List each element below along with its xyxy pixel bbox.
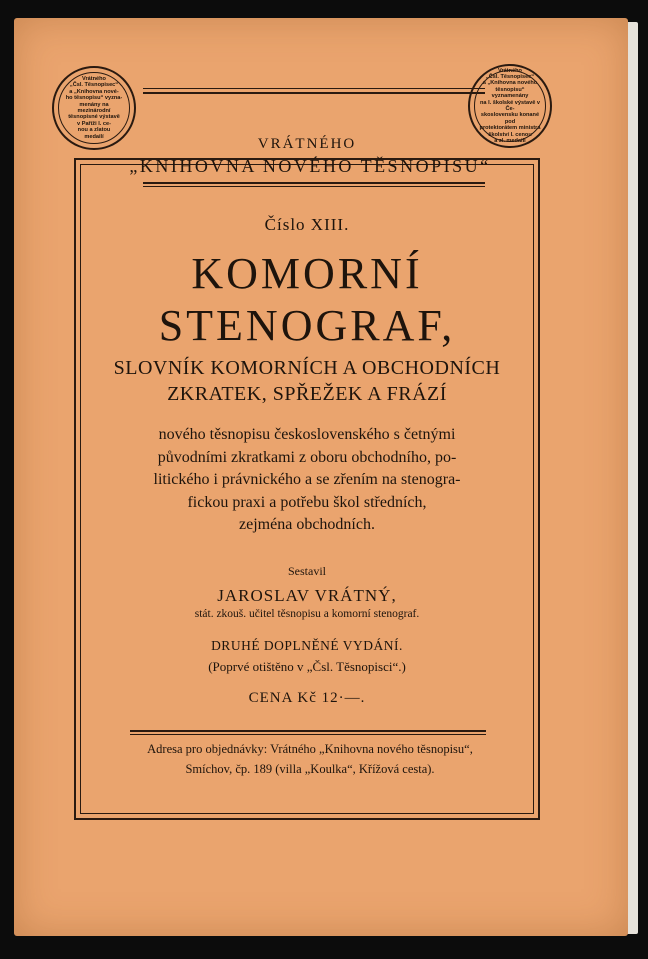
description bbox=[74, 424, 540, 537]
stamp-line: „Čsl. Těsnopisec“ bbox=[69, 82, 119, 89]
stamp-line: menány na mezinárodní bbox=[77, 101, 111, 114]
stamp-line: ho těsnopisu“ vyzna- bbox=[65, 95, 123, 102]
first-print-note: (Poprvé otištěno v „Čsl. Těsnopisci“.) bbox=[208, 659, 406, 674]
order-address-line-1: Adresa pro objednávky: Vrátného „Knihovna nového těsnopisu“, bbox=[147, 742, 473, 756]
stamp-line: protektorátem ministra bbox=[479, 125, 541, 132]
series-rule bbox=[143, 186, 485, 187]
series-author: VRÁTNÉHO bbox=[257, 136, 357, 152]
description-line: litického i právnického a se zřením na stenogra- bbox=[153, 471, 461, 488]
stamp-line: a „Knihovna nové- bbox=[69, 88, 119, 95]
top-rule bbox=[143, 88, 485, 89]
description-line: fickou praxi a potřebu škol středních, bbox=[187, 493, 427, 511]
edition: DRUHÉ DOPLNĚNÉ VYDÁNÍ. bbox=[211, 638, 403, 653]
top-rule-thick bbox=[143, 92, 485, 94]
stamp-line: a zl. medailí bbox=[494, 138, 526, 145]
address-rule bbox=[130, 734, 486, 735]
order-address-line-2: Smíchov, čp. 189 (villa „Koulka“, Křížová cesta). bbox=[185, 762, 435, 776]
book-title-line-1: KOMORNÍ bbox=[191, 249, 423, 298]
stamp-ring bbox=[58, 72, 130, 144]
stamp-line: těsnopisu“ vyznamenány bbox=[491, 86, 529, 100]
description-line: původními zkratkami z oboru obchodního, po- bbox=[157, 448, 457, 466]
address-rule-thick bbox=[130, 730, 486, 732]
book-title-line-2: STENOGRAF, bbox=[158, 301, 456, 350]
stamp-line: Vrátného bbox=[498, 67, 522, 74]
stamp-line: „Čsl. Těsnopisec“ bbox=[485, 73, 535, 80]
subtitle-line-2: ZKRATEK, SPŘEŽEK A FRÁZÍ bbox=[167, 383, 447, 405]
series-rule-thick bbox=[143, 182, 485, 184]
author-info: stát. zkouš. učitel těsnopisu a komorní stenograf. bbox=[194, 608, 420, 620]
stamp-line: školství I. cenou bbox=[488, 131, 532, 138]
stamp-line: na I. školské výstavě v Če- bbox=[479, 99, 541, 112]
series-title: „KNIHOVNA NOVÉHO TĚSNOPISU“ bbox=[129, 156, 491, 176]
stamp-line: medailí bbox=[84, 133, 104, 140]
order-address bbox=[60, 739, 560, 779]
stamp-line: a „Knihovna nového bbox=[482, 80, 538, 87]
description-line: nového těsnopisu československého s četnými bbox=[158, 426, 456, 443]
stamp-line: v Paříži I. ce- bbox=[77, 120, 111, 127]
stamp-line: těsnopisné výstavě bbox=[68, 114, 120, 121]
stamp-line: skoslovensku konané pod bbox=[480, 112, 540, 125]
price: CENA Kč 12·—. bbox=[248, 690, 366, 706]
stamp-line: Vrátného bbox=[82, 75, 106, 82]
subtitle-line-1: SLOVNÍK KOMORNÍCH A OBCHODNÍCH bbox=[113, 357, 501, 379]
description-line: zejména obchodních. bbox=[239, 516, 375, 533]
stamp-line: nou a zlatou bbox=[77, 127, 111, 134]
issue-number: Číslo XIII. bbox=[264, 215, 350, 234]
stamp-ring bbox=[474, 67, 546, 145]
author-name: JAROSLAV VRÁTNÝ, bbox=[217, 586, 397, 605]
compiled-by-label: Sestavil bbox=[288, 564, 326, 578]
